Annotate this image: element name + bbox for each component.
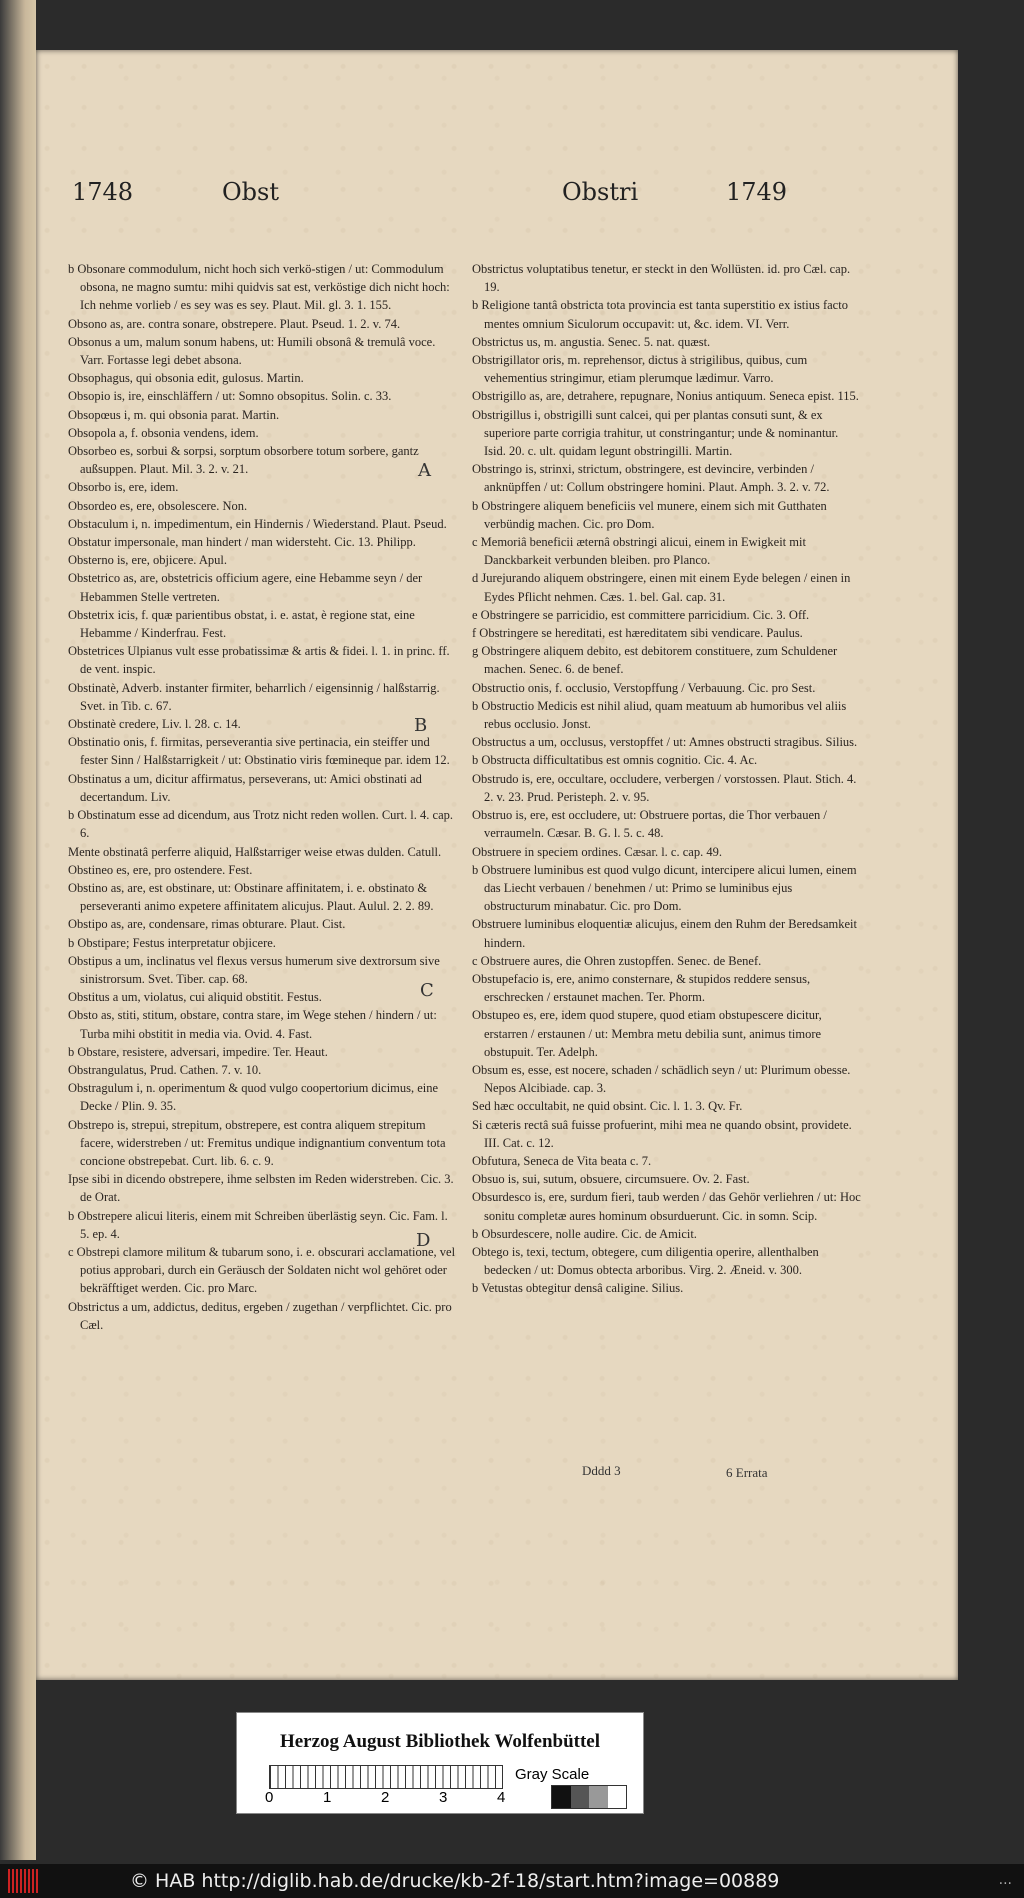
gray-swatch [571,1786,590,1808]
dictionary-entry: g Obstringere aliquem debito, est debitorem constituere, zum Schuldener machen. Senec. 6. de benef. [472,644,838,677]
dictionary-entry: d Jurejurando aliquem obstringere, einen mit einem Eyde belegen / einen in Eydes Pflicht nehmen. Cæs. 1. bel. Gal. cap. 31. [472,571,851,604]
dictionary-entry: Obstringo is, strinxi, strictum, obstringere, est devincire, verbinden / anknüpffen / ut: Collum obstringere homini. Plaut. Amph. 3. 2. v. 72. [472,462,830,495]
dictionary-entry: Obstrictus a um, addictus, deditus, ergeben / zugethan / verpflichtet. Cic. pro Cæl. [68,1299,452,1332]
dictionary-entry: Obstino as, are, est obstinare, ut: Obstinare affinitatem, i. e. obstinato & perseveranti animo expetere affinitatem alicujus. Plaut. Aulul. 2. 2. 89. [68,880,434,914]
dictionary-entry: b Obstructa difficultatibus est omnis cognitio. Cic. 4. Ac. [472,753,758,768]
left-column [68,260,458,1334]
dictionary-entry: Obstruo is, ere, est occludere, ut: Obstruere portas, die Thor verbauen / verraumeln. Cæsar. B. G. l. 5. c. 48. [472,808,827,841]
dictionary-entry: Obstrepo is, strepui, strepitum, obstrepere, est contra aliquem strepitum facere, widerstreben / ut: Fremitus undique indignantium conventum tota concione obstrepebat. Curt. lib. 6. c. 9. [68,1117,446,1168]
dictionary-entry: Obstetrico as, are, obstetricis officium agere, eine Hebamme seyn / der Hebammen Stelle vertreten. [68,571,423,604]
gray-scale-swatches [551,1785,627,1809]
dictionary-entry: Obfutura, Seneca de Vita beata c. 7. [472,1153,652,1168]
right-column [472,260,862,1298]
dictionary-entry: Obstitus a um, violatus, cui aliquid obstitit. Festus. [68,990,322,1005]
dictionary-entry: Obstructus a um, occlusus, verstopffet / ut: Amnes obstructi stragibus. Silius. [472,735,858,750]
dictionary-entry: Obstinatè credere, Liv. l. 28. c. 14. [68,717,241,732]
dictionary-entry: b Obstipare; Festus interpretatur objicere. [68,935,276,950]
dictionary-entry: Obsterno is, ere, objicere. Apul. [68,553,227,568]
dictionary-entry: e Obstringere se parricidio, est committere parricidium. Cic. 3. Off. [472,607,810,622]
dictionary-entry: Obstinatus a um, dicitur affirmatus, perseverans, ut: Amici obstinati ad decertandum. Liv. [68,771,422,804]
copyright-url[interactable]: © HAB http://diglib.hab.de/drucke/kb-2f-18/start.htm?image=00889 [130,1870,780,1892]
dictionary-entry: Obsorbo is, ere, idem. [68,480,179,495]
viewer-left-edge [0,0,36,1860]
signature-mark: Dddd 3 [582,1463,621,1478]
gray-swatch [608,1786,627,1808]
scale-card [236,1712,644,1814]
dictionary-entry: Obsopœus i, m. qui obsonia parat. Martin. [68,407,280,422]
dictionary-entry: c Obstruere aures, die Ohren zustopffen. Senec. de Benef. [472,953,762,968]
dictionary-entry: b Religione tantâ obstricta tota provincia est tanta superstitio ex istius facto mentes omnium Siculorum occupavit: ut, &c. idem. VI. Verr. [472,298,848,331]
gray-scale-label: Gray Scale [515,1766,590,1783]
catchword: 6 Errata [726,1465,768,1480]
dictionary-entry: Obstrictus us, m. angustia. Senec. 5. nat. quæst. [472,334,711,349]
dictionary-entry: Obstruere luminibus eloquentiæ alicujus, einem den Ruhm der Beredsamkeit hindern. [472,917,857,950]
scale-number: 3 [439,1789,448,1806]
dictionary-entry: Obstupeo es, ere, idem quod stupere, quod etiam obstupescere dicitur, erstarren / erstaunen / ut: Membra metu debilia sunt, animus timore obstupuit. Ter. Adelph. [472,1008,822,1059]
dictionary-entry: b Obsonare commodulum, nicht hoch sich verkö-stigen / ut: Commodulum obsona, ne magno sumtu: mihi quidvis sat est, verköstige dich nicht hoch: Ich nehme vorlieb / es sey was es sey. Plaut. Mil. gl. 3. 1. 155. [68,262,450,313]
dictionary-entry: b Obstrepere alicui literis, einem mit Schreiben überlästig seyn. Cic. Fam. l. 5. ep. 4. [68,1208,448,1241]
dictionary-entry: Obstragulum i, n. operimentum & quod vulgo coopertorium dicimus, eine Decke / Plin. 9. 35. [68,1081,439,1114]
dictionary-entry: Si cæteris rectâ suâ fuisse profuerint, mihi mea ne quando obsint, providete. III. Cat. c. 12. [472,1117,852,1150]
dictionary-entry: Obsorbeo es, sorbui & sorpsi, sorptum obsorbere totum sorbere, gantz außsuppen. Plaut. Mil. 3. 2. v. 21. [68,444,419,477]
dictionary-entry: b Obstringere aliquem beneficiis vel munere, einem sich mit Gutthaten verbündig machen. Cic. pro Dom. [472,498,827,531]
dictionary-entry: f Obstringere se hereditati, est hæreditatem sibi vendicare. Paulus. [472,626,803,641]
left-running-head: Obst [222,178,279,206]
dictionary-entry: Obstructio onis, f. occlusio, Verstopffung / Verbauung. Cic. pro Sest. [472,680,816,695]
dictionary-entry: b Obstare, resistere, adversari, impedire. Ter. Heaut. [68,1044,328,1059]
dictionary-entry: Obstupefacio is, ere, animo consternare, & stupidos reddere sensus, erschrecken / erstaunet machen. Ter. Phorm. [472,971,811,1005]
gray-swatch [589,1786,608,1808]
dictionary-entry: Mente obstinatâ perferre aliquid, Halßstarriger weise etwas dulden. Catull. [68,844,442,859]
dictionary-entry: Obsuo is, sui, sutum, obsuere, circumsuere. Ov. 2. Fast. [472,1172,750,1187]
dictionary-entry: c Memoriâ beneficii æternâ obstringi alicui, einem in Ewigkeit mit Danckbarkeit verbunden bleiben. pro Planco. [472,535,806,568]
scale-numbers [265,1789,509,1809]
dictionary-entry: Obsurdesco is, ere, surdum fieri, taub werden / das Gehör verliehren / ut: Hoc sonitu completæ aures hominum obsurduerunt. Cic. in somn. Scip. [472,1190,861,1223]
dictionary-entry: Obstrangulatus, Prud. Cathen. 7. v. 10. [68,1062,262,1077]
dictionary-entry: Obsopola a, f. obsonia vendens, idem. [68,425,259,440]
dictionary-entry: b Obsurdescere, nolle audire. Cic. de Amicit. [472,1226,697,1241]
dictionary-entry: Obstrigillus i, obstrigilli sunt calcei, qui per plantas consuti sunt, & ex superiore parte corrigia trahitur, ut constringantur; unde & nominantur. Isid. 20. c. ult. quidam legunt obstringilli. Martin. [472,407,839,459]
dictionary-entry: Obtego is, texi, tectum, obtegere, cum diligentia operire, allenthalben bedecken / ut: Domus obtecta arboribus. Virg. 2. Æneid. v. 300. [472,1244,819,1278]
dictionary-entry: Obstinatio onis, f. firmitas, perseverantia sive pertinacia, ein steiffer und fester Sinn / Halßstarrigkeit / ut: Obstinatio viris fœmineque par. idem 12. [68,735,450,768]
dictionary-entry: Obsono as, are. contra sonare, obstrepere. Plaut. Pseud. 1. 2. v. 74. [68,316,401,331]
margin-letter-a: A [418,460,431,481]
dictionary-entry: Obstrigillator oris, m. reprehensor, dictus à strigilibus, quibus, cum vehementius stringimur, etiam plerumque lædimur. Varro. [472,353,808,386]
dictionary-entry: b Obstinatum esse ad dicendum, aus Trotz nicht reden wollen. Curt. l. 4. cap. 6. [68,808,454,841]
hab-logo-icon [8,1869,38,1893]
dictionary-entry: Sed hæc occultabit, ne quid obsint. Cic. l. 1. 3. Qv. Fr. [472,1099,743,1114]
more-options-icon[interactable]: ... [998,1872,1012,1888]
margin-letter-b: B [414,715,428,736]
dictionary-entry: Obsopio is, ire, einschläffern / ut: Somno obsopitus. Solin. c. 33. [68,389,392,404]
right-page-number: 1749 [726,178,788,206]
book-page [36,50,958,1680]
centimeter-scale [269,1765,503,1789]
margin-letter-c: C [420,980,434,1001]
left-page-number: 1748 [72,178,134,206]
dictionary-entry: Obstruere in speciem ordines. Cæsar. l. c. cap. 49. [472,844,722,859]
margin-letter-d: D [416,1230,431,1251]
dictionary-entry: Obstipo as, are, condensare, rimas obturare. Plaut. Cist. [68,917,346,932]
dictionary-entry: Obstrigillo as, are, detrahere, repugnare, Nonius antiquum. Seneca epist. 115. [472,389,859,404]
dictionary-entry: Obstetrices Ulpianus vult esse probatissimæ & artis & fidei. l. 1. in princ. ff. de vent. inspic. [68,644,450,677]
dictionary-entry: Obstrictus voluptatibus tenetur, er steckt in den Wollüsten. id. pro Cæl. cap. 19. [472,262,851,295]
status-bar [0,1864,1024,1898]
dictionary-entry: Obstatur impersonale, man hindert / man widersteht. Cic. 13. Philipp. [68,535,416,550]
dictionary-entry: Obsum es, esse, est nocere, schaden / schädlich seyn / ut: Plurimum obesse. Nepos Alcibiade. cap. 3. [472,1062,851,1096]
dictionary-entry: Obstinatè, Adverb. instanter firmiter, beharrlich / eigensinnig / halßstarrig. Svet. in Tib. c. 67. [68,680,440,713]
dictionary-entry: Obstetrix icis, f. quæ parientibus obstat, i. e. astat, è regione stat, eine Hebamme / Kinderfrau. Fest. [68,607,415,641]
library-title: Herzog August Bibliothek Wolfenbüttel [279,1731,601,1752]
dictionary-entry: Obsto as, stiti, stitum, obstare, contra stare, im Wege stehen / hindern / ut: Turba mihi obstitit in media via. Ovid. 4. Fast. [68,1008,437,1041]
dictionary-entry: Obsordeo es, ere, obsolescere. Non. [68,498,248,513]
scale-number: 0 [265,1789,274,1806]
dictionary-entry: Ipse sibi in dicendo obstrepere, ihme selbsten im Reden widerstreben. Cic. 3. de Orat. [68,1172,454,1205]
dictionary-entry: Obstipus a um, inclinatus vel flexus versus humerum sive dextrorsum sive sinistrorsum. Svet. Tiber. cap. 68. [68,953,440,986]
right-running-head: Obstri [562,178,639,206]
scale-number: 1 [323,1789,332,1806]
scale-number: 2 [381,1789,390,1806]
dictionary-entry: Obsonus a um, malum sonum habens, ut: Humili obsonâ & tremulâ voce. Varr. Fortasse legi debet absona. [68,334,436,368]
dictionary-entry: Obstineo es, ere, pro ostendere. Fest. [68,862,253,877]
dictionary-entry: c Obstrepi clamore militum & tubarum sono, i. e. obscurari acclamatione, vel potius approbari, durch ein Geräusch der Soldaten nicht wol gehöret oder bekräfftiget werden. Cic. pro Marc. [68,1244,456,1296]
dictionary-entry: Obstrudo is, ere, occultare, occludere, verbergen / vorstossen. Plaut. Stich. 4. 2. v. 23. Prud. Peristeph. 2. v. 95. [472,771,857,804]
dictionary-entry: b Obstruere luminibus est quod vulgo dicunt, intercipere alicui lumen, einem das Liecht verbauen / benehmen / ut: Primo se luminibus ejus obstructurum minabatur. Cic. pro Dom. [472,862,857,914]
dictionary-entry: Obstaculum i, n. impedimentum, ein Hindernis / Wiederstand. Plaut. Pseud. [68,516,447,531]
scale-number: 4 [497,1789,506,1806]
dictionary-entry: Obsophagus, qui obsonia edit, gulosus. Martin. [68,371,304,386]
dictionary-entry: b Vetustas obtegitur densâ caligine. Silius. [472,1281,684,1296]
gray-swatch [552,1786,571,1808]
dictionary-entry: b Obstructio Medicis est nihil aliud, quam meatuum ab humoribus vel aliis rebus occlusio. Jonst. [472,698,847,732]
